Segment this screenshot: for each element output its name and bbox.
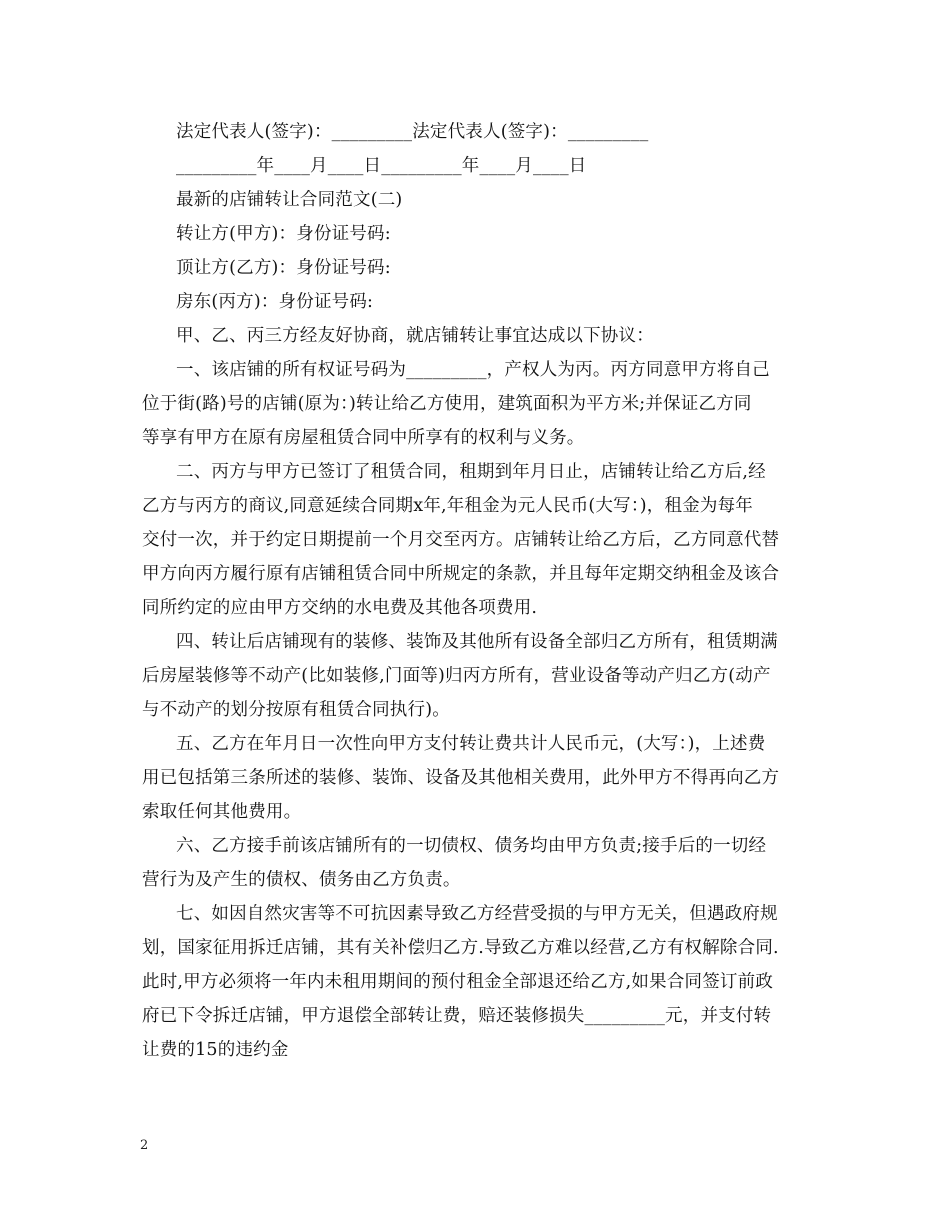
clause-5-line: 五、乙方在年月日一次性向甲方支付转让费共计人民币元，(大写：)，上述费 xyxy=(176,734,766,754)
clause-7-line: 让费的15的违约金 xyxy=(142,1040,289,1060)
clause-7-line: 七、如因自然灾害等不可抗因素导致乙方经营受损的与甲方无关，但遇政府规 xyxy=(176,904,778,924)
clause-2-line: 甲方向丙方履行原有店铺租赁合同中所规定的条款，并且每年定期交纳租金及该合 xyxy=(142,564,780,584)
clause-2-line: 乙方与丙方的商议,同意延续合同期x年,年租金为元人民币(大写：)，租金为每年 xyxy=(142,496,753,516)
intro-line: 甲、乙、丙三方经友好协商，就店铺转让事宜达成以下协议： xyxy=(176,326,654,346)
date-line: _________年____月____日_________年____月____日 xyxy=(176,156,587,176)
clause-7-line: 划，国家征用拆迁店铺，其有关补偿归乙方.导致乙方难以经营,乙方有权解除合同. xyxy=(142,938,779,958)
clause-7-line: 府已下令拆迁店铺，甲方退偿全部转让费，赔还装修损失_________元，并支付转 xyxy=(142,1006,772,1026)
page-number: 2 xyxy=(140,1138,149,1153)
party-a-line: 转让方(甲方)：身份证号码: xyxy=(176,224,391,244)
clause-1-line: 一、该店铺的所有权证号码为_________，产权人为丙。丙方同意甲方将自己 xyxy=(176,360,770,380)
clause-4-line: 与不动产的划分按原有租赁合同执行)。 xyxy=(142,700,450,720)
clause-2-line: 交付一次，并于约定日期提前一个月交至丙方。店铺转让给乙方后，乙方同意代替 xyxy=(142,530,780,550)
party-b-line: 顶让方(乙方)：身份证号码: xyxy=(176,258,391,278)
clause-5-line: 用已包括第三条所述的装修、装饰、设备及其他相关费用，此外甲方不得再向乙方 xyxy=(142,768,780,788)
section-title: 最新的店铺转让合同范文(二) xyxy=(176,190,403,210)
clause-2-line: 同所约定的应由甲方交纳的水电费及其他各项费用. xyxy=(142,598,538,618)
signature-line: 法定代表人(签字)：_________法定代表人(签字)：_________ xyxy=(176,122,649,142)
clause-1-line: 等享有甲方在原有房屋租赁合同中所享有的权利与义务。 xyxy=(142,428,585,448)
clause-2-line: 二、丙方与甲方已签订了租赁合同，租期到年月日止，店铺转让给乙方后,经 xyxy=(176,462,766,482)
clause-6-line: 营行为及产生的债权、债务由乙方负责。 xyxy=(142,870,461,890)
party-c-line: 房东(丙方)：身份证号码: xyxy=(176,292,374,312)
clause-7-line: 此时,甲方必须将一年内未租用期间的预付租金全部退还给乙方,如果合同签订前政 xyxy=(142,972,774,992)
clause-1-line: 位于街(路)号的店铺(原为：)转让给乙方使用，建筑面积为平方米;并保证乙方同 xyxy=(142,394,752,414)
clause-6-line: 六、乙方接手前该店铺所有的一切债权、债务均由甲方负责;接手后的一切经 xyxy=(176,836,767,856)
clause-5-line: 索取任何其他费用。 xyxy=(142,802,302,822)
clause-4-line: 后房屋装修等不动产(比如装修,门面等)归丙方所有，营业设备等动产归乙方(动产 xyxy=(142,666,771,686)
clause-4-line: 四、转让后店铺现有的装修、装饰及其他所有设备全部归乙方所有，租赁期满 xyxy=(176,632,778,652)
